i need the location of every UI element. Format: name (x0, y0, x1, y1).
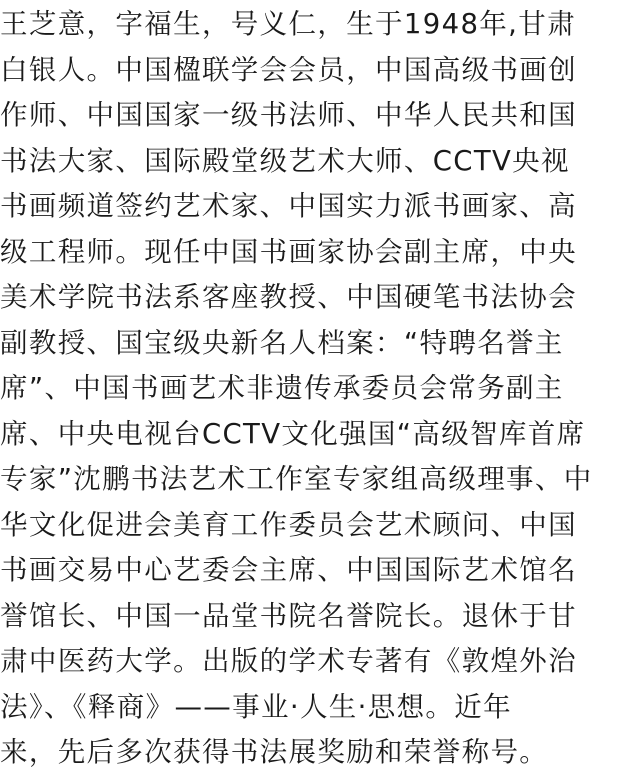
paragraph-line: 书画频道签约艺术家、中国实力派书画家、高 (0, 190, 577, 222)
paragraph-line: 作师、中国国家一级书法师、中华人民共和国 (0, 99, 577, 131)
paragraph-line: 王芝意，字福生，号义仁，生于1948年,甘肃 (0, 8, 576, 40)
paragraph-line: 美术学院书法系客座教授、中国硬笔书法协会 (0, 281, 577, 313)
paragraph-line: 席”、中国书画艺术非遗传承委员会常务副主 (0, 372, 564, 404)
paragraph-line: 来，先后多次获得书法展奖励和荣誉称号。 (0, 736, 549, 768)
paragraph-line: 肃中医药大学。出版的学术专著有《敦煌外治 (0, 645, 577, 677)
paragraph-line: 级工程师。现任中国书画家协会副主席，中央 (0, 235, 577, 268)
paragraph-line: 书法大家、国际殿堂级艺术大师、CCTV央视 (0, 144, 570, 177)
paragraph-line: 席、中央电视台CCTV文化强国“高级智库首席 (0, 417, 586, 450)
paragraph-line: 副教授、国宝级央新名人档案：“特聘名誉主 (0, 326, 564, 359)
paragraph-line: 白银人。中国楹联学会会员，中国高级书画创 (0, 53, 577, 86)
paragraph-line: 誉馆长、中国一品堂书院名誉院长。退休于甘 (0, 599, 577, 632)
paragraph-line: 专家”沈鹏书法艺术工作室专家组高级理事、中 (0, 463, 593, 495)
paragraph-line: 法》、《释商》——事业·人生·思想。近年 (0, 690, 512, 723)
paragraph-line: 书画交易中心艺委会主席、中国国际艺术馆名 (0, 554, 577, 586)
paragraph-line: 华文化促进会美育工作委员会艺术顾问、中国 (0, 508, 577, 541)
